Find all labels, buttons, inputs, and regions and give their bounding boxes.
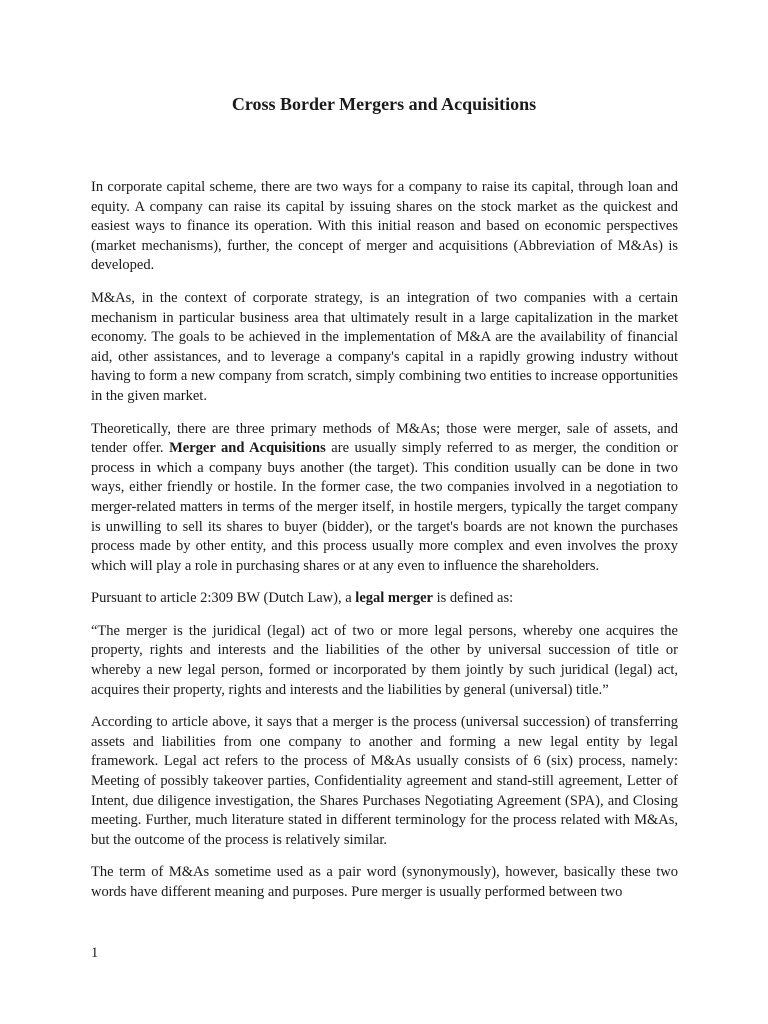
bold-term-merger-and-acquisitions: Merger and Acquisitions [169,440,326,457]
bold-term-legal-merger: legal merger [355,590,433,607]
document-body [91,178,678,903]
paragraph-legal-merger-intro [91,589,678,609]
paragraph-methods-end: are usually simply referred to as merger, the condition or process in which a company buys another (the target). This condition usually can be done in two ways, either friendly or hostile. In the former case, the two companies involved in a negotiation to merger-related matters in terms of the merger itself, in hostile mergers, typically the target company is unwilling to sell its shares to buyer (bidder), or the target's boards are not known the purchases process made by other entity, and this process usually more complex and even involves the proxy which will play a role in purchasing shares or at any even to influence the shareholders. [91,440,679,574]
paragraph-methods-start: Theoretically, there are three primary methods of M&As; those were merger, sale of assets, and tender offer. [91,420,678,457]
paragraph-legal-merger-start: Pursuant to article 2:309 BW (Dutch Law), a [91,590,356,607]
paragraph-methods [91,420,678,577]
paragraph-legal-merger-end: is defined as: [433,590,514,607]
document-title: Cross Border Mergers and Acquisitions [231,94,537,114]
paragraph-article-explanation: According to article above, it says that a merger is the process (universal succession) of transferring assets and liabilities from one company to another and forming a new legal entity by legal framework. Legal act refers to the process of M&As usually consists of 6 (six) process, namely: Meeting of possibly takeover parties, Confidentiality agreement and stand-still agreement, Letter of Intent, due diligence investigation, the Shares Purchases Negotiating Agreement (SPA), and Closing meeting. Further, much literature stated in different terminology for the process related with M&As, but the outcome of the process is relatively similar. [91,714,678,848]
paragraph-intro: In corporate capital scheme, there are two ways for a company to raise its capital, through loan and equity. A company can raise its capital by issuing shares on the stock market as the quickest and easiest ways to finance its operation. With this initial reason and based on economic perspectives (market mechanisms), further, the concept of merger and acquisitions (Abbreviation of M&As) is developed. [91,179,678,274]
paragraph-term-usage: The term of M&As sometime used as a pair word (synonymously), however, basically these two words have different meaning and purposes. Pure merger is usually performed between two [91,864,678,900]
paragraph-legal-quote: “The merger is the juridical (legal) act of two or more legal persons, whereby one acquires the property, rights and interests and the liabilities of the other by universal succession of title or whereby a new legal person, formed or incorporated by them jointly by such juridical (legal) act, acquires their property, rights and interests and the liabilities by general (universal) title.” [91,622,678,698]
page-number: 1 [91,945,99,961]
paragraph-m-and-a-definition: M&As, in the context of corporate strategy, is an integration of two companies with a certain mechanism in particular business area that ultimately result in a large capitalization in the market economy. The goals to be achieved in the implementation of M&A are the availability of financial aid, other assistances, and to leverage a company's capital in a rapidly growing industry without having to form a new company from scratch, simply combining two entities to increase opportunities in the given market. [91,289,678,404]
